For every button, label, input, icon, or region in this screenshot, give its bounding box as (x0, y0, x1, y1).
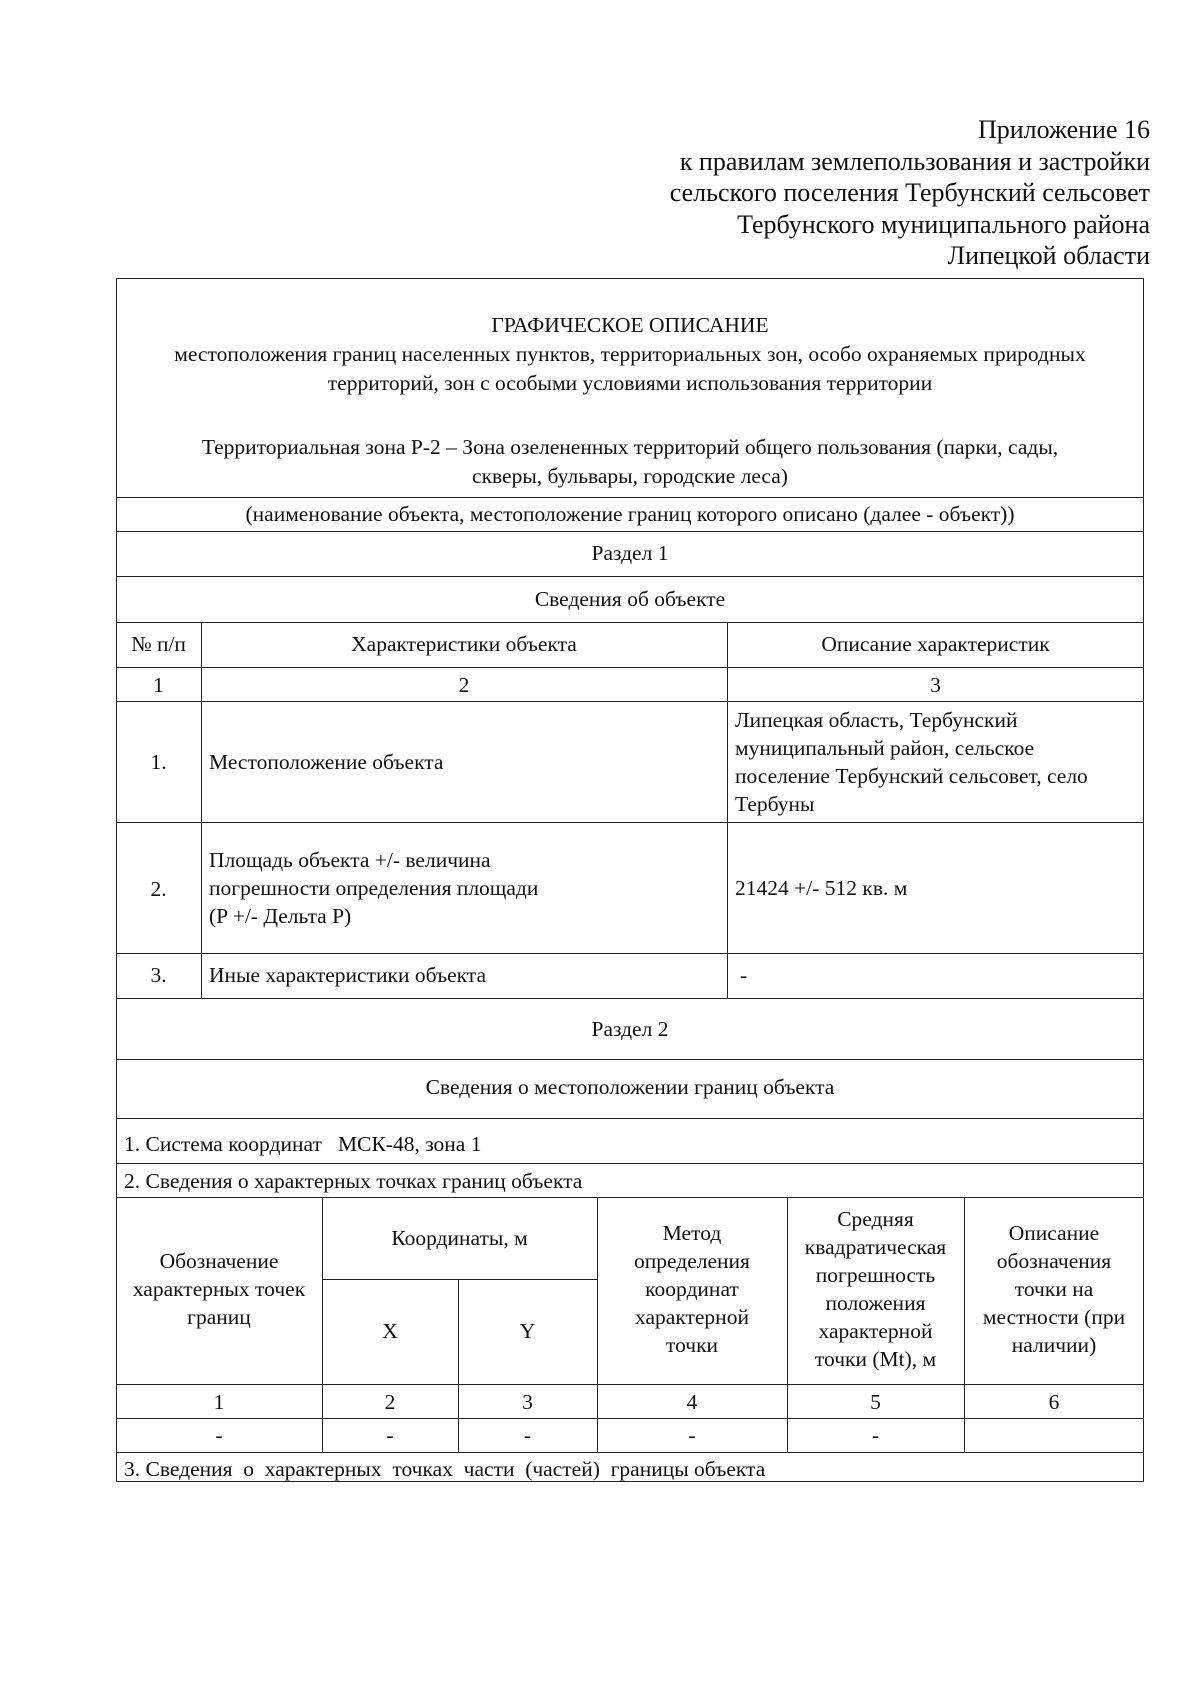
section-1-subtitle: Сведения об объекте (534, 587, 726, 611)
col-number: 2 (458, 673, 470, 697)
header-designation (116, 1247, 322, 1331)
col-number: 3 (930, 673, 941, 697)
section-2-subtitle: Сведения о местоположении границ объекта (425, 1075, 835, 1099)
appendix-line-2: к правилам землепользования и застройки (679, 146, 1150, 176)
header-description-line: обозначения (996, 1249, 1112, 1273)
object-caption: (наименование объекта, местоположение границ которого описано (далее - объект)) (245, 502, 1015, 526)
rule (116, 1118, 1144, 1119)
zone-name-line-2: скверы, бульвары, городские леса) (472, 464, 788, 488)
col-number: 5 (870, 1390, 881, 1414)
table-cell: - (688, 1423, 696, 1447)
header-error-line: точки (Mt), м (814, 1347, 937, 1371)
rule (116, 822, 1144, 823)
rule (116, 622, 1144, 623)
col-header-num: № п/п (131, 632, 186, 656)
table-cell: - (386, 1423, 394, 1447)
table-cell: - (523, 1423, 532, 1447)
header-description-line: местности (при (982, 1305, 1126, 1329)
header-y: Y (519, 1319, 536, 1343)
header-x: X (382, 1319, 398, 1343)
header-method-line: определения (634, 1249, 750, 1273)
table-cell: - (215, 1423, 223, 1447)
header-coordinates: Координаты, м (391, 1226, 528, 1250)
col-number: 4 (686, 1390, 698, 1414)
area-label-line-2: погрешности определения площади (209, 876, 539, 900)
coordinate-system: 1. Система координат МСК-48, зона 1 (124, 1132, 482, 1156)
rule (116, 531, 1144, 532)
col-number: 1 (213, 1390, 225, 1414)
header-error-line: Средняя (837, 1207, 914, 1231)
points-section-title: 2. Сведения о характерных точках границ объекта (124, 1169, 583, 1193)
header-mean-error (787, 1205, 964, 1373)
header-description-line: наличии) (1011, 1333, 1097, 1357)
rule (116, 1418, 1144, 1419)
rule (116, 576, 1144, 577)
row-number: 2. (150, 877, 167, 901)
col-number: 3 (522, 1390, 533, 1414)
area-value: 21424 +/- 512 кв. м (735, 876, 908, 900)
row-number: 3. (150, 963, 167, 987)
area-label-line-1: Площадь объекта +/- величина (209, 848, 491, 872)
other-characteristics-label: Иные характеристики объекта (209, 963, 487, 987)
header-point-description (964, 1219, 1144, 1359)
location-value-line-1: Липецкая область, Тербунский (735, 708, 1018, 732)
rule (116, 1163, 1144, 1164)
col-header-characteristics: Характеристики объекта (351, 632, 577, 656)
header-error-line: погрешность (815, 1263, 936, 1287)
appendix-header (520, 114, 1150, 272)
header-error-line: положения (825, 1291, 926, 1315)
location-value-line-2: муниципальный район, сельское (735, 736, 1035, 760)
rule (116, 1059, 1144, 1060)
col-number: 2 (384, 1390, 396, 1414)
appendix-line-3: сельского поселения Тербунский сельсовет (669, 178, 1150, 207)
row-number: 1. (150, 750, 167, 774)
rule (116, 953, 1144, 954)
header-method-line: точки (665, 1333, 719, 1357)
appendix-line-4: Тербунского муниципального района (737, 209, 1150, 239)
area-label-line-3: (P +/- Дельта P) (209, 904, 352, 928)
header-designation-line: границ (187, 1305, 251, 1329)
document-title: ГРАФИЧЕСКОЕ ОПИСАНИЕ (491, 313, 769, 337)
parts-section-title: 3. Сведения о характерных точках части (частей) границы объекта (124, 1457, 766, 1481)
header-method-line: координат (645, 1277, 739, 1301)
header-designation-line: характерных точек (132, 1277, 306, 1301)
header-error-line: квадратическая (804, 1235, 947, 1259)
appendix-line-5: Липецкой области (947, 241, 1150, 270)
col-number: 6 (1048, 1390, 1060, 1414)
section-2-title: Раздел 2 (591, 1017, 669, 1041)
document-subtitle-line-1: местоположения границ населенных пунктов, территориальных зон, особо охраняемых природных (174, 342, 1086, 366)
header-description-line: Описание (1008, 1221, 1100, 1245)
header-description-line: точки на (1014, 1277, 1094, 1301)
rule (116, 1452, 1144, 1453)
location-value-line-3: поселение Тербунский сельсовет, село (735, 764, 1088, 788)
rule (116, 497, 1144, 498)
header-method (597, 1219, 787, 1359)
rule (116, 1197, 1144, 1198)
document-subtitle-line-2: территорий, зон с особыми условиями использования территории (327, 371, 933, 395)
table-cell: - (871, 1423, 880, 1447)
rule (322, 1279, 597, 1280)
header-method-line: Метод (662, 1221, 722, 1245)
header-error-line: характерной (818, 1319, 933, 1343)
col-header-description: Описание характеристик (821, 632, 1050, 656)
location-value-line-4: Тербуны (735, 792, 815, 816)
header-designation-line: Обозначение (159, 1249, 279, 1273)
rule (116, 1384, 1144, 1385)
rule (116, 701, 1144, 702)
appendix-number: Приложение 16 (977, 115, 1150, 144)
other-characteristics-value: - (740, 963, 748, 987)
zone-name-line-1: Территориальная зона Р-2 – Зона озелененных территорий общего пользования (парки, сады, (201, 435, 1059, 459)
col-number: 1 (153, 673, 164, 697)
rule (116, 998, 1144, 999)
rule (116, 667, 1144, 668)
header-method-line: характерной (635, 1305, 749, 1329)
characteristic-location: Местоположение объекта (209, 750, 444, 774)
section-1-title: Раздел 1 (591, 541, 669, 565)
